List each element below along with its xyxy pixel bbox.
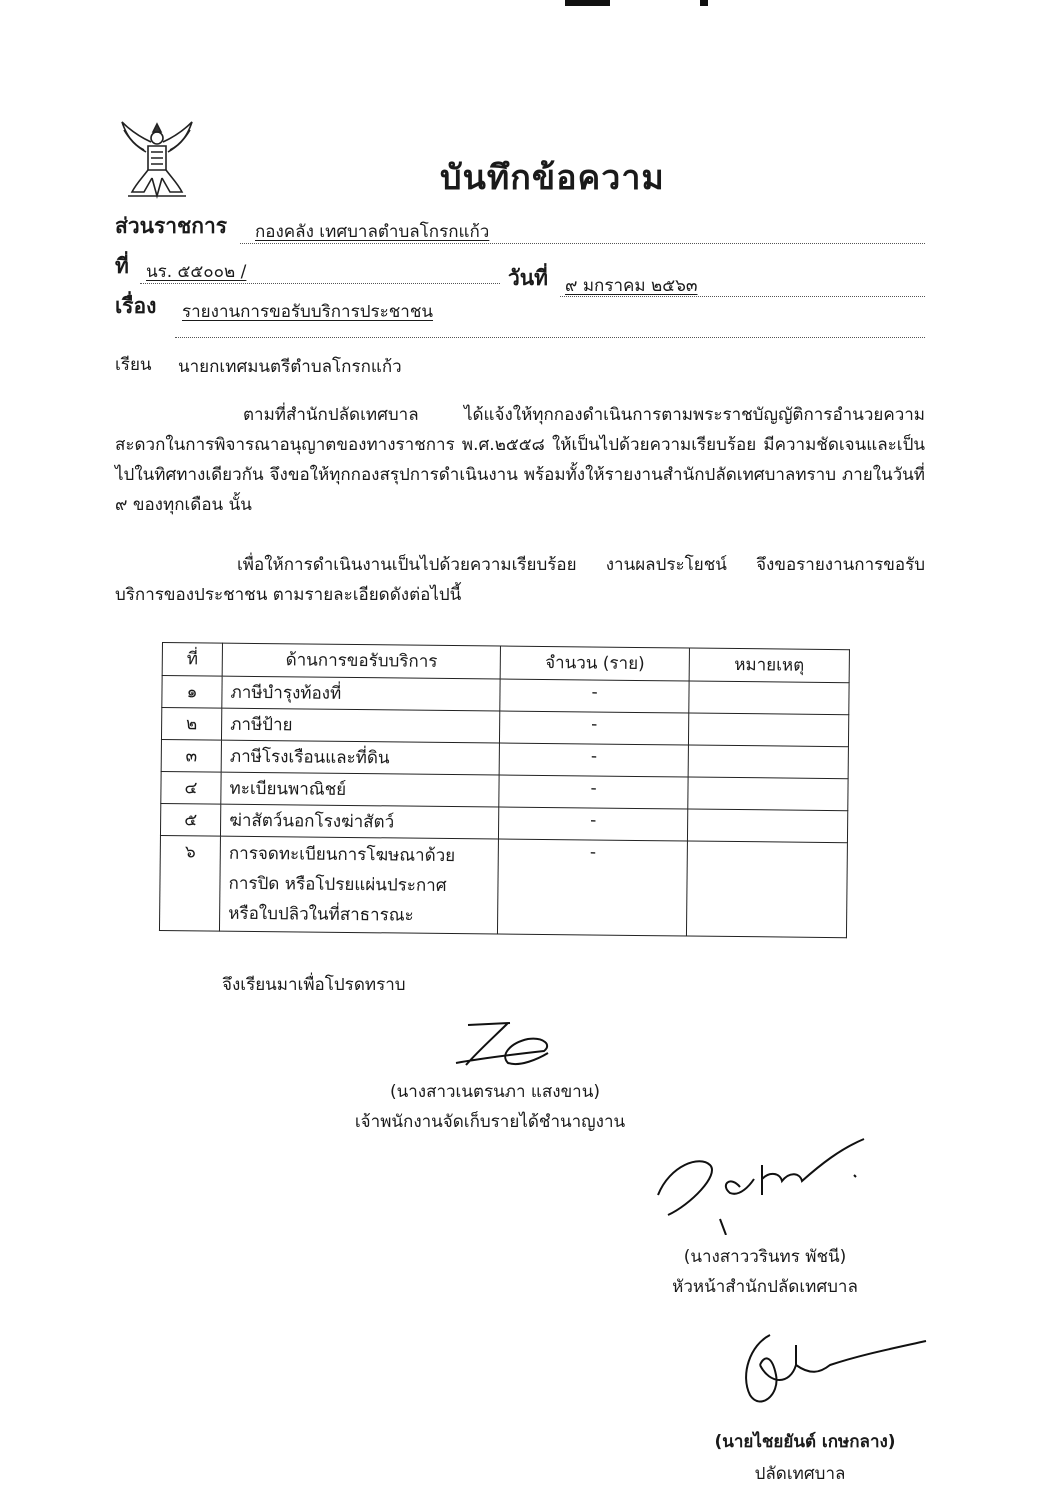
row-note	[688, 713, 848, 747]
row-no: ๔	[161, 771, 221, 804]
scan-mark	[565, 0, 610, 6]
row-count: -	[498, 839, 688, 936]
signer-3-name: (นายไชยยันต์ เกษกลาง)	[714, 1432, 896, 1452]
row-count: -	[499, 807, 688, 841]
row-no: ๓	[161, 739, 221, 772]
dotted-line	[240, 243, 925, 244]
row-service: ภาษีบำรุงท้องที่	[222, 676, 501, 711]
service-report-table	[159, 642, 850, 938]
department-value: กองคลัง เทศบาลตำบลโกรกแก้ว	[255, 222, 490, 242]
dotted-line	[560, 296, 925, 297]
row-service-line: การปิด หรือโปรยแผ่นประกาศ	[228, 873, 447, 896]
ref-label: ที่	[115, 254, 129, 278]
signer-1-position: เจ้าพนักงานจัดเก็บรายได้ชำนาญงาน	[354, 1112, 626, 1132]
signer-2-name: (นางสาววรินทร พัชนี)	[683, 1247, 847, 1267]
paragraph-2: เพื่อให้การดำเนินงานเป็นไปด้วยความเรียบร้อย งานผลประโยชน์ จึงขอรายงานการขอรับบริการของประชาชน ตามรายละเอียดดังต่อไปนี้	[115, 555, 925, 605]
row-no: ๒	[161, 708, 221, 741]
row-no: ๖	[159, 835, 220, 931]
to-value: นายกเทศมนตรีตำบลโกรกแก้ว	[178, 357, 402, 377]
row-note	[689, 681, 849, 715]
row-service-line: การจดทะเบียนการโฆษณาด้วย	[228, 843, 456, 867]
dotted-line	[140, 283, 500, 284]
header-service: ด้านการขอรับบริการ	[222, 643, 501, 679]
signature-3-scribble	[730, 1325, 930, 1415]
to-label: เรียน	[115, 355, 152, 375]
department-label: ส่วนราชการ	[115, 214, 228, 238]
row-count: -	[500, 711, 689, 745]
ref-value: นร. ๕๕๐๐๒ /	[146, 262, 247, 282]
row-service: ภาษีโรงเรือนและที่ดิน	[221, 740, 500, 775]
date-value: ๙ มกราคม ๒๕๖๓	[565, 276, 698, 296]
row-service: ทะเบียนพาณิชย์	[221, 772, 500, 807]
header-count: จำนวน (ราย)	[501, 646, 690, 681]
signature-2-scribble	[650, 1135, 870, 1235]
row-service	[220, 836, 499, 934]
table-row	[159, 835, 847, 937]
dotted-line	[175, 337, 925, 338]
paragraph-1: ตามที่สำนักปลัดเทศบาล ได้แจ้งให้ทุกกองดำเนินการตามพระราชบัญญัติการอำนวยความสะดวกในการพิจารณาอนุญาตของทางราชการ พ.ศ.๒๕๕๘ ให้เป็นไปด้วยความเรียบร้อย มีความชัดเจนและเป็นไปในทิศทางเดียวกัน จึงขอให้ทุกกองสรุปการดำเนินงาน พร้อมทั้งให้รายงานสำนักปลัดเทศบาลทราบ ภายในวันที่ ๙ ของทุกเดือน นั้น	[115, 405, 925, 515]
row-service: ฆ่าสัตว์นอกโรงฆ่าสัตว์	[221, 804, 500, 839]
subject-value: รายงานการขอรับบริการประชาชน	[182, 302, 434, 322]
row-note	[686, 841, 847, 938]
signer-3-position: ปลัดเทศบาล	[754, 1464, 846, 1484]
memo-title: บันทึกข้อความ	[440, 158, 665, 198]
row-note	[688, 777, 848, 811]
row-note	[688, 745, 848, 779]
row-no: ๕	[160, 803, 220, 836]
scan-mark	[700, 0, 708, 6]
date-label: วันที่	[508, 266, 548, 290]
row-count: -	[500, 743, 689, 777]
signer-2-position: หัวหน้าสำนักปลัดเทศบาล	[672, 1277, 858, 1297]
header-note: หมายเหตุ	[689, 648, 849, 683]
row-count: -	[500, 679, 689, 713]
row-service: ภาษีป้าย	[222, 708, 501, 743]
row-count: -	[499, 775, 688, 809]
signer-1-name: (นางสาวเนตรนภา แสงขาน)	[389, 1082, 600, 1102]
subject-label: เรื่อง	[115, 294, 157, 318]
row-note	[687, 809, 847, 843]
garuda-emblem-icon	[118, 118, 196, 200]
row-no: ๑	[162, 676, 222, 709]
row-service-line: หรือใบปลิวในที่สาธารณะ	[228, 903, 414, 926]
signature-1-scribble	[448, 1015, 558, 1075]
header-no: ที่	[162, 643, 222, 677]
closing-text: จึงเรียนมาเพื่อโปรดทราบ	[222, 975, 406, 995]
